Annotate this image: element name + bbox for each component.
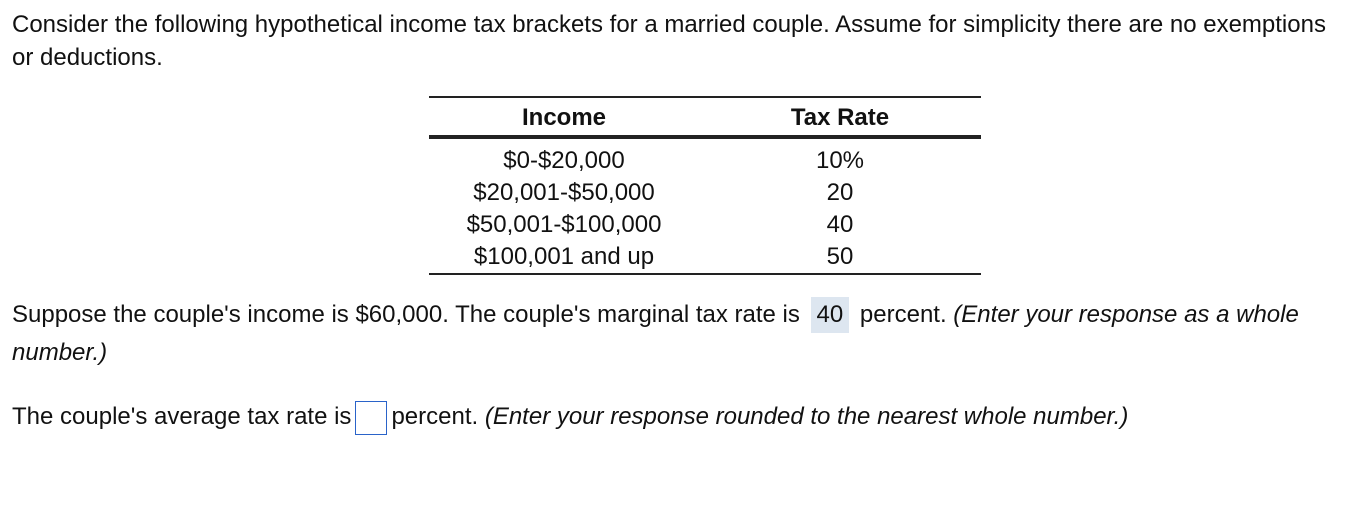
- table-header-row: [429, 97, 981, 137]
- table-row: [429, 241, 981, 274]
- table-row: [429, 209, 981, 241]
- question1-text: Suppose the couple's income is $60,000. The couple's marginal tax rate is: [12, 301, 800, 328]
- question2-text: The couple's average tax rate is: [12, 403, 352, 430]
- marginal-rate-answer[interactable]: 40: [811, 297, 850, 333]
- header-income: Income: [429, 97, 699, 137]
- rate-cell: 10%: [815, 147, 865, 174]
- question-average-rate: [12, 398, 1352, 436]
- question1-after: percent.: [859, 301, 947, 328]
- tax-bracket-table: [429, 96, 981, 275]
- rate-cell: 50: [699, 241, 981, 274]
- intro-text: Consider the following hypothetical income tax brackets for a married couple. Assume for simplicity there are no exemptions or deductions.: [12, 11, 1326, 71]
- average-rate-input[interactable]: [355, 401, 387, 435]
- question1-hint: (Enter your response as a whole number.): [12, 301, 1299, 366]
- income-cell: $50,001-$100,000: [466, 211, 662, 238]
- income-cell: $0-$20,000: [503, 147, 625, 174]
- rate-cell: 20: [826, 179, 854, 206]
- income-cell: $100,001 and up: [429, 241, 699, 274]
- table-row: [429, 137, 981, 177]
- question-marginal-rate: [12, 296, 1352, 372]
- table-row: [429, 177, 981, 209]
- header-tax-rate: Tax Rate: [699, 97, 981, 137]
- income-cell: $20,001-$50,000: [473, 179, 655, 206]
- rate-cell: 40: [826, 211, 854, 238]
- question2-hint: (Enter your response rounded to the nearest whole number.): [484, 403, 1129, 430]
- question2-after: percent.: [391, 403, 479, 430]
